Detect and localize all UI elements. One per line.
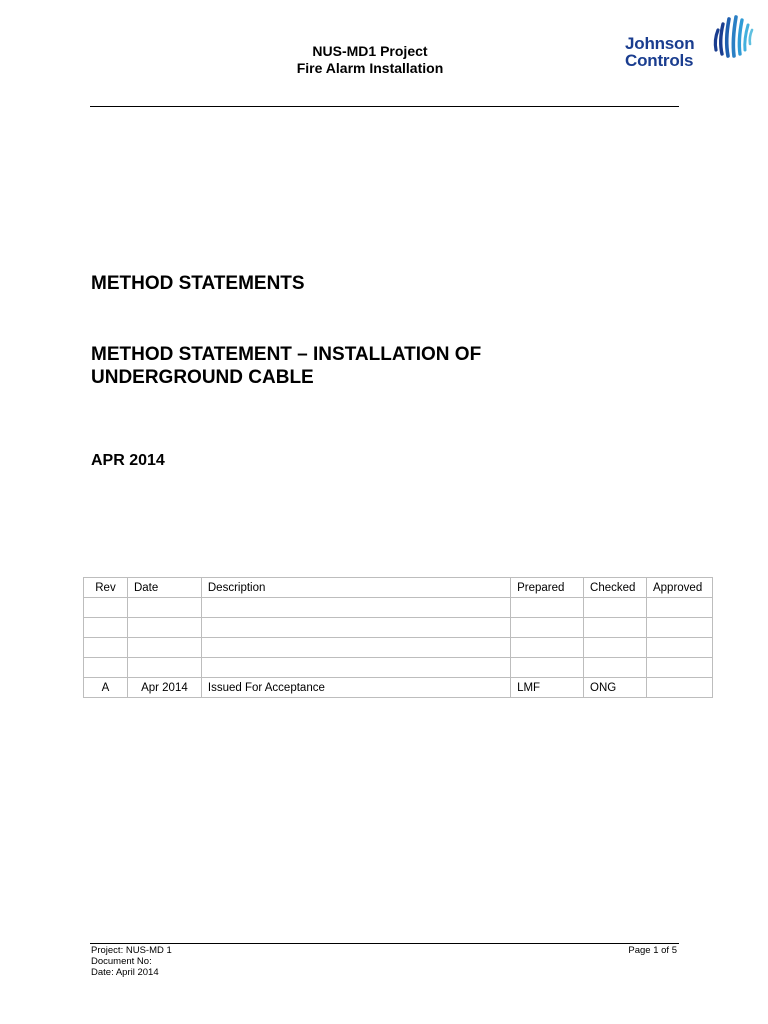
table-cell xyxy=(584,598,647,618)
table-cell xyxy=(127,658,201,678)
footer-info xyxy=(91,945,172,978)
table-cell xyxy=(646,598,712,618)
table-cell xyxy=(84,658,128,678)
footer-date: Date: April 2014 xyxy=(91,967,159,978)
header-cell-prepared: Prepared xyxy=(511,578,584,598)
table-cell xyxy=(127,618,201,638)
logo-line-2: Controls xyxy=(625,51,694,70)
table-cell xyxy=(201,658,510,678)
logo-mark-icon xyxy=(710,14,754,66)
footer-project: Project: NUS-MD 1 xyxy=(91,945,172,956)
table-cell xyxy=(84,598,128,618)
table-row xyxy=(84,598,713,618)
footer-divider xyxy=(90,943,679,944)
revision-table xyxy=(83,577,713,698)
table-row xyxy=(84,618,713,638)
document-subtitle-line-2: UNDERGROUND CABLE xyxy=(91,367,314,388)
document-title: METHOD STATEMENTS xyxy=(91,273,305,294)
table-cell xyxy=(84,618,128,638)
table-header-row xyxy=(84,578,713,598)
document-subtitle-line-1: METHOD STATEMENT – INSTALLATION OF xyxy=(91,344,482,365)
header-cell-date: Date xyxy=(127,578,201,598)
table-row xyxy=(84,678,713,698)
prepared-cell: LMF xyxy=(511,678,584,698)
table-cell xyxy=(584,638,647,658)
table-cell xyxy=(646,638,712,658)
table-cell xyxy=(201,618,510,638)
table-cell xyxy=(584,618,647,638)
header-subtitle: Fire Alarm Installation xyxy=(296,60,444,76)
table-cell xyxy=(646,658,712,678)
logo-line-1: Johnson xyxy=(625,34,695,53)
table-cell xyxy=(127,638,201,658)
header-cell-checked: Checked xyxy=(584,578,647,598)
header-cell-description: Description xyxy=(201,578,510,598)
table-cell xyxy=(201,638,510,658)
table-cell xyxy=(584,658,647,678)
header-cell-rev: Rev xyxy=(84,578,128,598)
footer-page-number: Page 1 of 5 xyxy=(628,945,677,956)
header-cell-approved: Approved xyxy=(646,578,712,598)
header-divider xyxy=(90,106,679,107)
table-cell xyxy=(511,598,584,618)
table-cell xyxy=(646,618,712,638)
table-cell xyxy=(84,638,128,658)
table-cell xyxy=(511,638,584,658)
footer-document-no: Document No: xyxy=(91,956,152,967)
table-cell xyxy=(511,658,584,678)
approved-cell xyxy=(646,678,712,698)
header-project: NUS-MD1 Project xyxy=(312,43,428,59)
table-cell xyxy=(201,598,510,618)
rev-cell: A xyxy=(84,678,128,698)
table-row xyxy=(84,638,713,658)
table-cell xyxy=(511,618,584,638)
company-logo xyxy=(623,14,757,74)
document-date: APR 2014 xyxy=(91,452,165,469)
description-cell: Issued For Acceptance xyxy=(201,678,510,698)
table-row xyxy=(84,658,713,678)
date-cell: Apr 2014 xyxy=(127,678,201,698)
checked-cell: ONG xyxy=(584,678,647,698)
table-cell xyxy=(127,598,201,618)
